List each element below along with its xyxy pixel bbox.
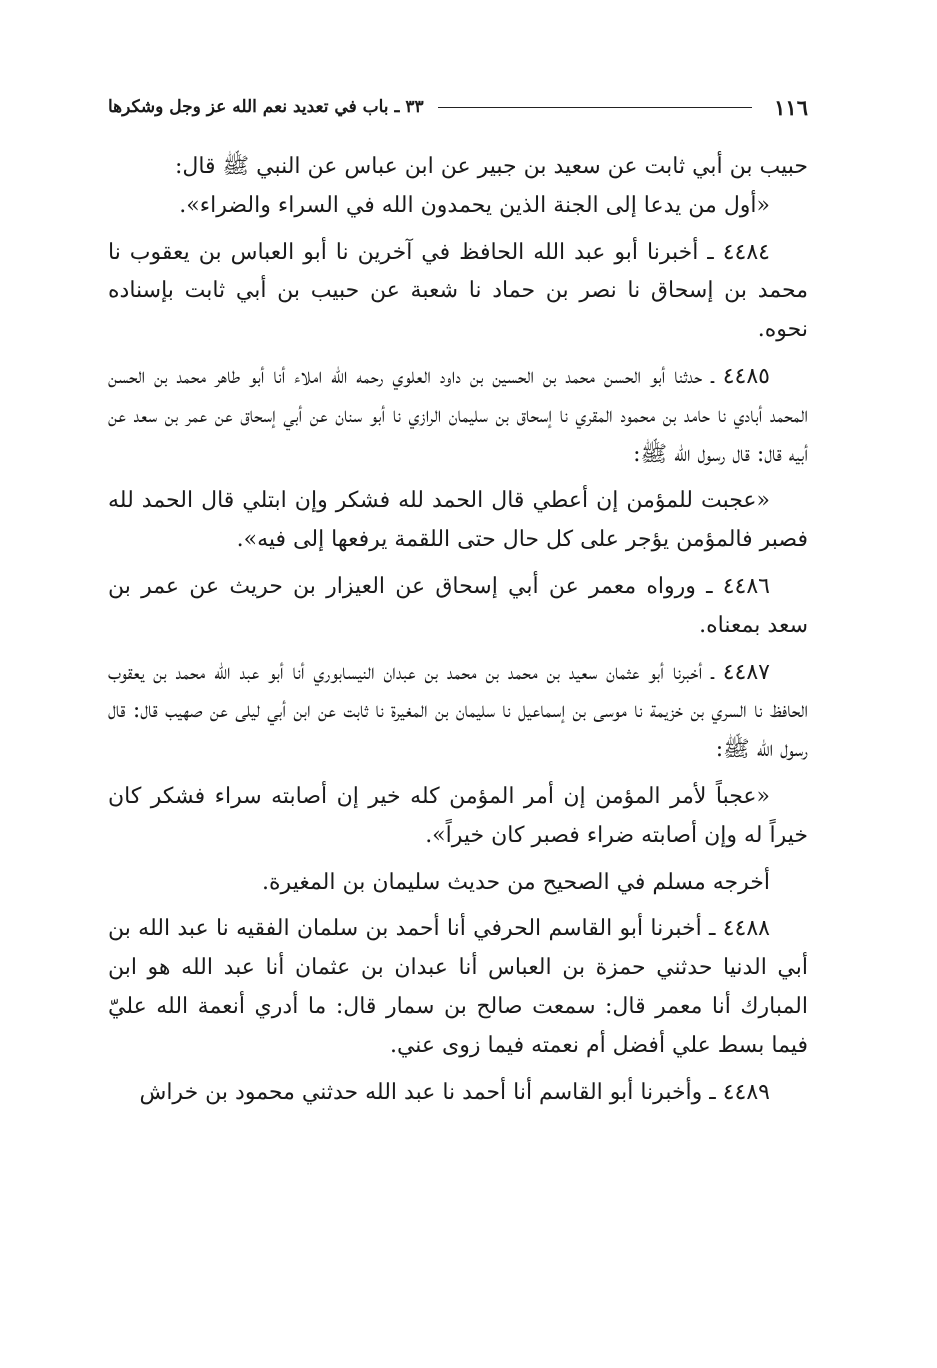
hadith-quote: «عجباً لأمر المؤمن إن أمر المؤمن كله خير إن أصابته سراء فشكر كان خيراً له وإن أصابته ضراء فصبر كان خيراً». <box>108 783 808 848</box>
commentary: أخرجه مسلم في الصحيح من حديث سليمان بن المغيرة. <box>262 869 770 895</box>
hadith-4484: ٤٤٨٤ ـ أخبرنا أبو عبد الله الحافظ في آخرين نا أبو العباس بن يعقوب نا محمد بن إسحاق نا نصر بن حماد نا شعبة عن حبيب بن أبي ثابت بإسناده نحوه. <box>108 239 808 343</box>
hadith-4488: ٤٤٨٨ ـ أخبرنا أبو القاسم الحرفي أنا أحمد بن سلمان الفقيه نا عبد الله بن أبي الدنيا حدثني حمزة بن العباس أنا عبدان بن عثمان أنا عبد الله هو ابن المبارك أنا معمر قال: سمعت صالح بن سمار قال: ما أدري أنعمة الله عليّ فيما بسط علي أفضل أم نعمته فيما زوى عني. <box>108 916 809 1058</box>
hadith-quote: «عجبت للمؤمن إن أعطي قال الحمد لله فشكر وإن ابتلي قال الحمد لله فصبر فالمؤمن يؤجر على كل حال حتى اللقمة يرفعها إلى فيه». <box>108 488 808 553</box>
page-number: ١١٦ <box>774 94 808 120</box>
hadith-4486: ٤٤٨٦ ـ ورواه معمر عن أبي إسحاق عن العيزار بن حريث عن عمر بن سعد بمعناه. <box>108 573 808 638</box>
hadith-4489: ٤٤٨٩ ـ وأخبرنا أبو القاسم أنا أحمد نا عبد الله حدثني محمود بن خراش <box>139 1079 770 1105</box>
paragraph: حبيب بن أبي ثابت عن سعيد بن جبير عن ابن عباس عن النبي ﷺ قال: <box>174 154 808 179</box>
header-rule <box>438 107 753 108</box>
hadith-4485: ٤٤٨٥ ـ حدثنا أبو الحسن محمد بن الحسين بن داود العلوي رحمه الله املاء أنا أبو طاهر محمد بن الحسن المحمد أبادي نا حامد بن محمود المقري نا إسحاق بن سليمان الرازي نا أبو سنان عن أبي إسحاق عن عمر بن سعد عن أبيه قال: قال رسول الله ﷺ: <box>108 363 808 467</box>
hadith-quote: «أول من يدعا إلى الجنة الذين يحمدون الله في السراء والضراء». <box>179 192 770 218</box>
page-header <box>108 92 808 122</box>
running-title: ٣٣ ـ باب في تعديد نعم الله عز وجل وشكرها <box>108 97 424 117</box>
hadith-4487: ٤٤٨٧ ـ أخبرنا أبو عثمان سعيد بن محمد بن محمد بن عبدان النيسابوري أنا أبو عبد الله محمد بن يعقوب الحافظ نا السري بن خزيمة نا موسى بن إسماعيل نا سليمان بن المغيرة نا ثابت عن ابن أبي ليلى عن صهيب قال: قال رسول الله ﷺ: <box>108 659 808 763</box>
body-text <box>108 148 808 1112</box>
